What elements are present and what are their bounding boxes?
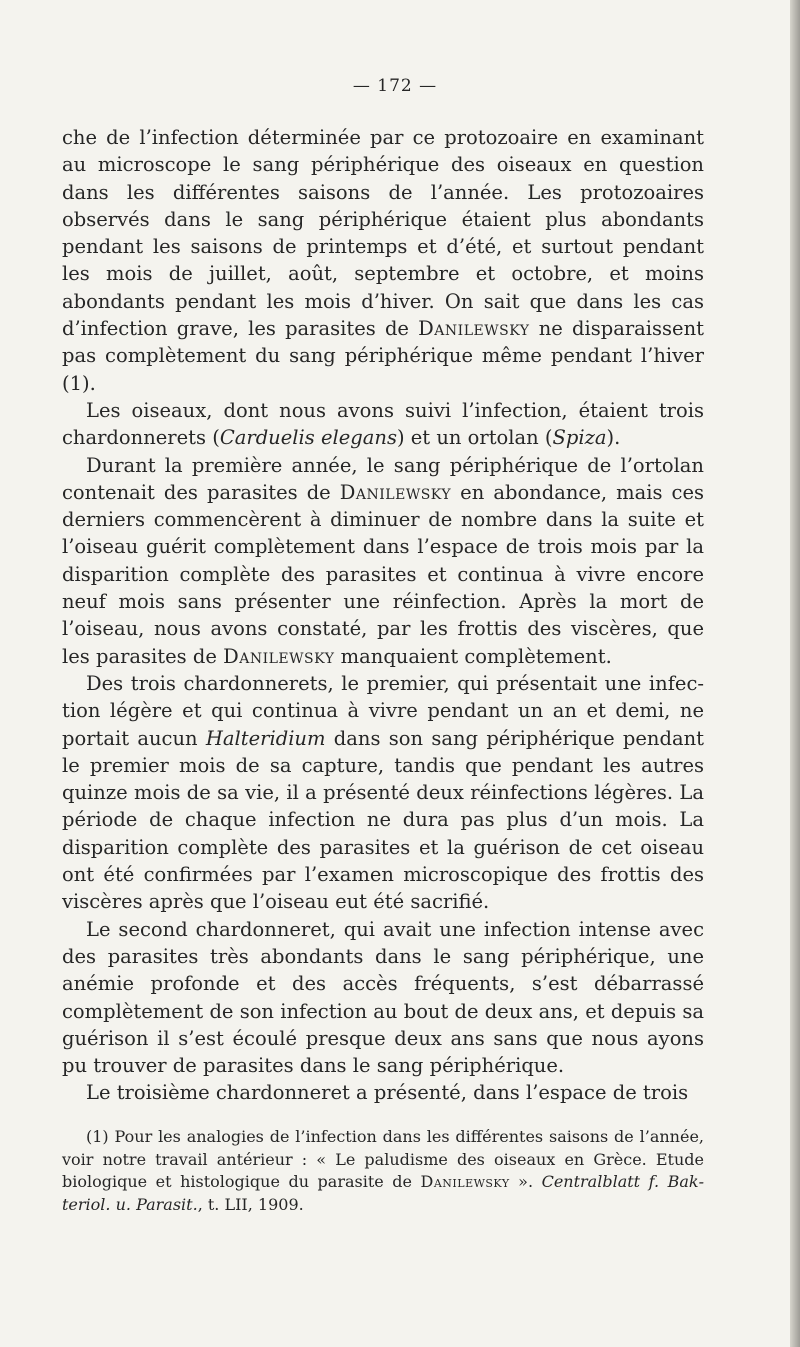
footnote-text-a: (1) Pour les analogies de l’infection dans les différentes saisons de l’année, voir notre travail antérieur : « Le paludisme des oiseaux en Grèce. Etude biologique et histologique du parasite de (62, 1127, 704, 1191)
paragraph-4 (62, 670, 704, 916)
footnote-text-b: ». (509, 1172, 542, 1191)
paragraph-3-text-b: en abondance, mais ces derniers commencèrent à diminuer de nombre dans la suite et l’oiseau guérit complètement dans l’espace de trois mois par la disparition complète des parasites et continua à vivre encore neuf mois sans présenter une réinfection. Après la mort de l’oiseau, nous avons constaté, par les frottis des viscères, que les parasites de (62, 480, 704, 668)
page-edge (790, 0, 800, 1347)
journal-title: Centralblatt f. Bakteriol. u. Parasit. (62, 1172, 704, 1214)
species-name-carduelis: Carduelis elegans (219, 426, 397, 450)
paragraph-5: Le second chardonneret, qui avait une infection intense avec des parasites très abondants dans le sang périphérique, une anémie profonde et des accès fréquents, s’est débarrassé complètement de son infection au bout de deux ans, et depuis sa guérison il s’est écoulé presque deux ans sans que nous ayons pu trouver de parasites dans le sang périphérique. (62, 917, 704, 1078)
footnote-text-c: , t. LII, 1909. (197, 1194, 304, 1214)
species-name-spiza: Spiza (552, 426, 607, 450)
paragraph-3 (62, 452, 704, 670)
genus-name-halteridium: Halteridium (205, 726, 326, 750)
paragraph-2-text-c: ). (606, 426, 621, 450)
author-name: Danilewsky (223, 644, 335, 668)
paragraph-3-text-c: manquaient complètement. (334, 644, 612, 668)
paragraph-1-text: che de l’infection déterminée par ce protozoaire en examinant au microscope le sang périphérique des oiseaux en question dans les différentes saisons de l’année. Les protozoaires observés dans le sang périphérique étaient plus abondants pendant les saisons de printemps et d’été, et surtout pendant les mois de juillet, août, septembre et octobre, et moins abondants pendant les mois d’hiver. On sait que dans les cas d’infection grave, les parasites de (62, 126, 704, 341)
paragraph-1 (62, 124, 704, 397)
paragraph-2-text-a: Les oiseaux, dont nous avons suivi l’infection, étaient trois chardonnerets ( (62, 398, 704, 450)
author-name: Danilewsky (420, 1172, 510, 1191)
page-number: — 172 — (352, 76, 438, 96)
author-name: Danilewsky (418, 317, 530, 341)
body-text (62, 124, 704, 1107)
paragraph-6: Le troisième chardonneret a présenté, dans l’espace de trois (86, 1081, 689, 1105)
paragraph-3-text-a: Durant la première année, le sang périphérique de l’ortolan contenait des parasites de (62, 453, 704, 504)
paragraph-2-text-b: ) et un ortolan ( (396, 426, 553, 450)
paragraph-4-text-b: dans son sang périphérique pendant le premier mois de sa capture, tandis que pendant les autres quinze mois de sa vie, il a présenté deux réinfections légères. La période de chaque infection ne dura pas plus d’un mois. La disparition complète des parasites et la guérison de cet oiseau ont été confirmées par l’examen microscopique des frottis des viscères après que l’oiseau eut été sacrifié. (62, 726, 704, 914)
footnote (62, 1126, 704, 1216)
paragraph-4-text-a: Des trois chardonnerets, le premier, qui présentait une infection légère et qui continua à vivre pendant un an et demi, ne portait aucun (62, 671, 704, 750)
paragraph-2 (62, 397, 704, 452)
author-name: Danilewsky (339, 480, 452, 504)
paragraph-1-end: ne disparaissent pas complètement du sang périphérique même pendant l’hiver (1). (62, 317, 704, 395)
